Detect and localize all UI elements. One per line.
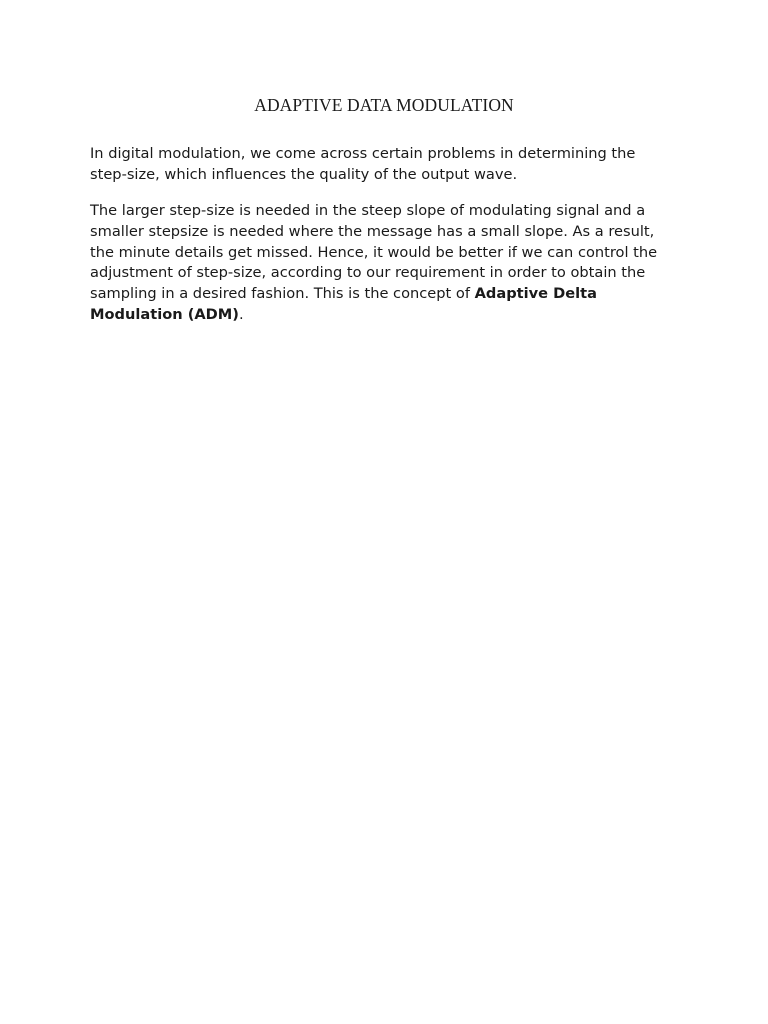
paragraph-adm-text: The larger step-size is needed in the steep slope of modulating signal and a smaller stepsize is needed where the message has a small slope. As a result, the minute details get missed. Hence, it would be better if we can control the adjustment of step-size, according to our requirement in order to obtain the sampling in a desired fashion. This is the concept of [90, 202, 658, 303]
paragraph-adm-concept [90, 201, 665, 326]
adm-bold-term: Adaptive Delta Modulation (ADM) [90, 285, 597, 323]
paragraph-intro: In digital modulation, we come across certain problems in determining the step-size, which influences the quality of the output wave. [90, 145, 636, 183]
document-title: ADAPTIVE DATA MODULATION [254, 95, 514, 115]
paragraph-adm-end: . [238, 305, 244, 323]
